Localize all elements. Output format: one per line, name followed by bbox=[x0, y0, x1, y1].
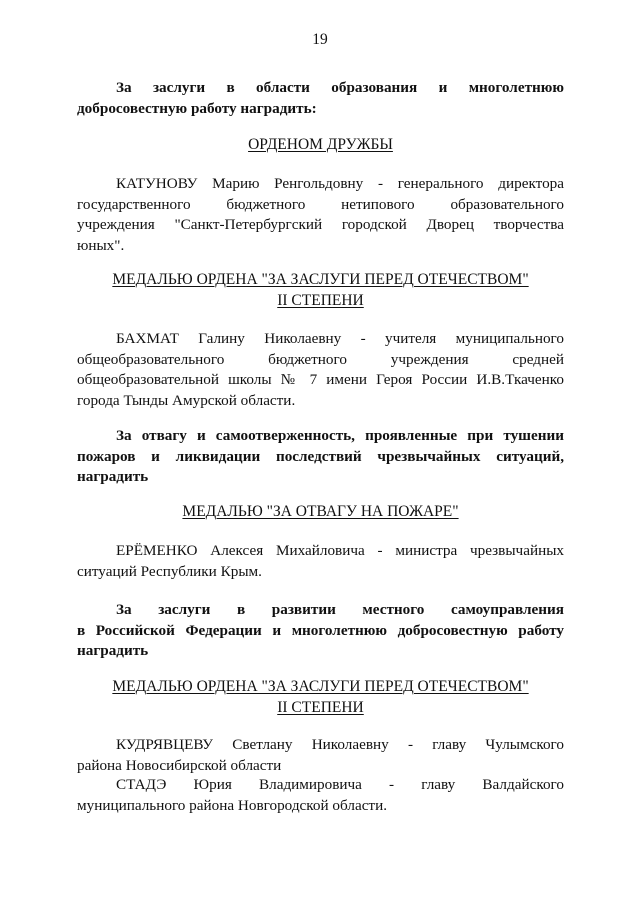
award-intro-local-government bbox=[77, 600, 564, 662]
intro-line: в Российской Федерации и многолетнюю добросовестную работу bbox=[77, 621, 564, 639]
award-title-line: МЕДАЛЬЮ "ЗА ОТВАГУ НА ПОЖАРЕ" bbox=[182, 503, 459, 520]
recipient-line: юных". bbox=[77, 236, 125, 254]
intro-line: За заслуги в развитии местного самоуправления bbox=[116, 601, 564, 618]
intro-line: пожаров и ликвидации последствий чрезвычайных ситуаций, bbox=[77, 447, 564, 465]
award-title-medal-fire-courage bbox=[77, 502, 564, 523]
award-intro-education bbox=[77, 78, 564, 119]
award-title-line: II СТЕПЕНИ bbox=[277, 698, 364, 716]
award-title-line: ОРДЕНОМ ДРУЖБЫ bbox=[248, 136, 393, 153]
award-title-medal-merit-ii bbox=[77, 270, 564, 311]
intro-line: наградить bbox=[77, 468, 149, 485]
recipient-line: СТАДЭ Юрия Владимировича - главу Валдайского bbox=[116, 776, 564, 793]
recipient-line: общеобразовательной школы № 7 имени Героя России И.В.Ткаченко bbox=[77, 371, 564, 388]
intro-line: добросовестную работу наградить: bbox=[77, 99, 317, 117]
recipient-line: государственного бюджетного нетипового образовательного bbox=[77, 195, 564, 213]
recipient-line: учреждения "Санкт-Петербургский городской Дворец творчества bbox=[77, 216, 564, 233]
recipient-line: района Новосибирской области bbox=[77, 756, 282, 774]
award-intro-courage bbox=[77, 426, 564, 488]
recipient-kudryavtseva bbox=[77, 735, 564, 776]
award-title-order-of-friendship bbox=[77, 135, 564, 156]
intro-line: За заслуги в области образования и многолетнюю bbox=[116, 79, 564, 96]
page-number: 19 bbox=[312, 31, 328, 48]
recipient-line: города Тынды Амурской области. bbox=[77, 391, 296, 409]
award-title-line: МЕДАЛЬЮ ОРДЕНА "ЗА ЗАСЛУГИ ПЕРЕД ОТЕЧЕСТВОМ" bbox=[112, 271, 529, 288]
award-title-line: II СТЕПЕНИ bbox=[277, 291, 364, 309]
recipient-stade bbox=[77, 775, 564, 816]
recipient-eremenko bbox=[77, 541, 564, 582]
recipient-line: муниципального района Новгородской области. bbox=[77, 796, 387, 814]
recipient-line: БАХМАТ Галину Николаевну - учителя муниципального bbox=[116, 330, 564, 347]
intro-line: За отвагу и самоотверженность, проявленные при тушении bbox=[116, 427, 564, 444]
recipient-line: ЕРЁМЕНКО Алексея Михайловича - министра чрезвычайных bbox=[116, 542, 564, 559]
intro-line: наградить bbox=[77, 642, 149, 659]
recipient-bakhmat bbox=[77, 329, 564, 411]
recipient-line: общеобразовательного бюджетного учреждения средней bbox=[77, 350, 564, 368]
recipient-line: ситуаций Республики Крым. bbox=[77, 562, 262, 580]
award-title-line: МЕДАЛЬЮ ОРДЕНА "ЗА ЗАСЛУГИ ПЕРЕД ОТЕЧЕСТВОМ" bbox=[112, 678, 529, 695]
recipient-line: КУДРЯВЦЕВУ Светлану Николаевну - главу Чулымского bbox=[116, 736, 564, 753]
recipient-katunova bbox=[77, 174, 564, 256]
award-title-medal-merit-ii-second bbox=[77, 677, 564, 718]
recipient-line: КАТУНОВУ Марию Ренгольдовну - генерального директора bbox=[116, 175, 564, 192]
